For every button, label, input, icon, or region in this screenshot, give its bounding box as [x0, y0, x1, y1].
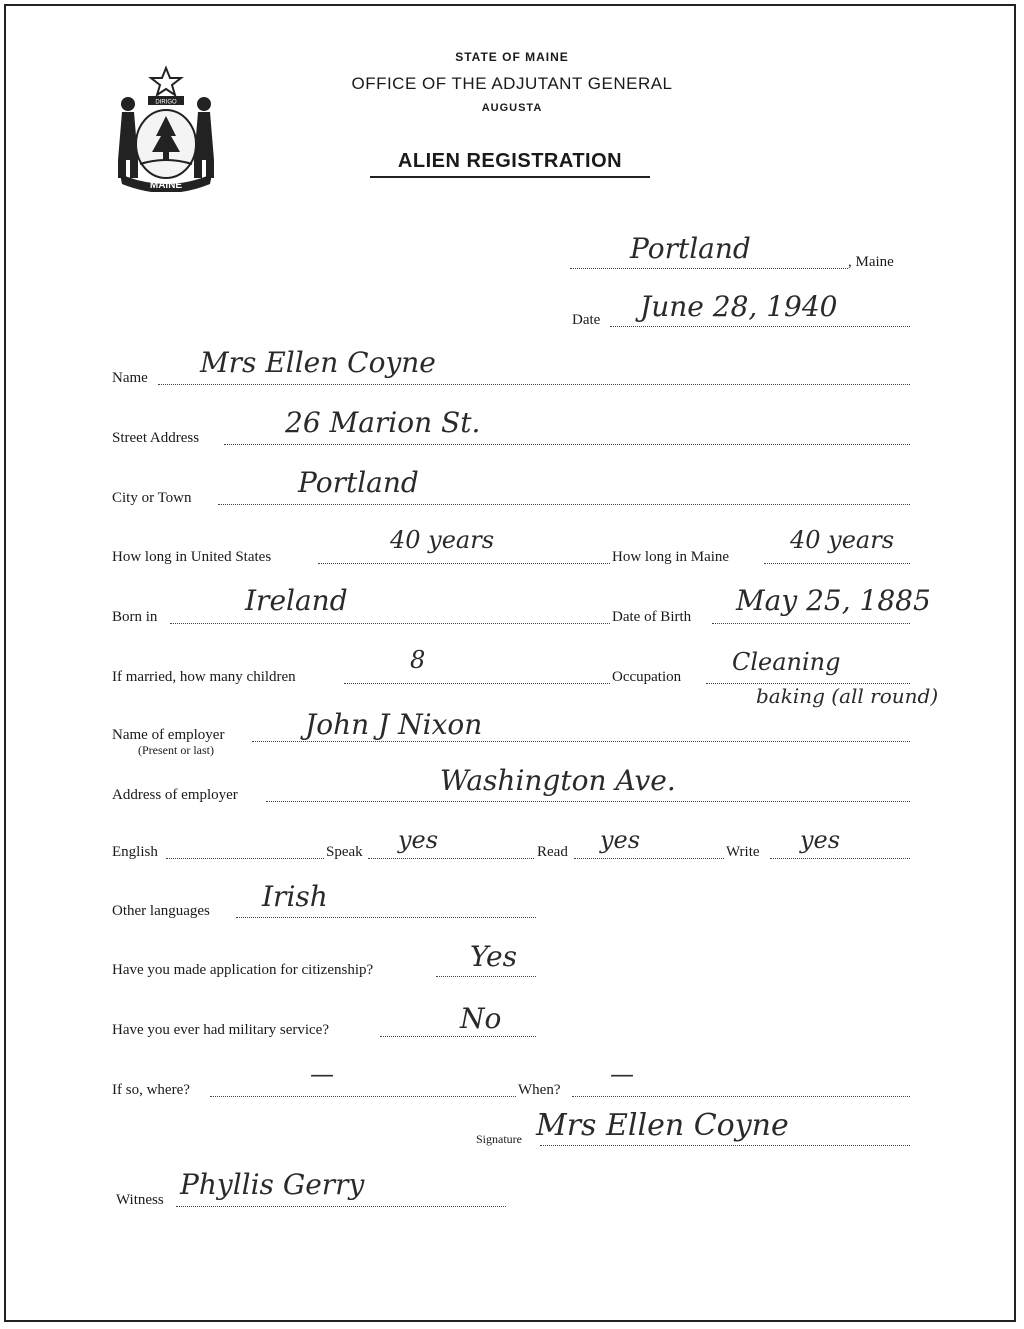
us-duration-value: 40 years	[390, 526, 495, 554]
other-languages-label: Other languages	[112, 903, 210, 919]
witness-line	[176, 1206, 506, 1207]
employer-label: Name of employer	[112, 727, 225, 743]
write-label: Write	[726, 844, 760, 860]
date-line	[610, 326, 910, 327]
where-line	[210, 1096, 516, 1097]
date-value: June 28, 1940	[640, 290, 838, 323]
children-value: 8	[410, 646, 426, 674]
signature-line	[540, 1145, 910, 1146]
when-line	[572, 1096, 910, 1097]
citizenship-line	[436, 976, 536, 977]
maine-duration-value: 40 years	[790, 526, 895, 554]
city-line	[218, 504, 910, 505]
read-label: Read	[537, 844, 568, 860]
employer-value: John J Nixon	[305, 708, 483, 741]
children-line	[344, 683, 610, 684]
maine-duration-line	[764, 563, 910, 564]
other-languages-line	[236, 917, 536, 918]
read-line	[574, 858, 724, 859]
us-duration-label: How long in United States	[112, 549, 272, 565]
place-suffix: , Maine	[848, 254, 894, 270]
us-duration-line	[318, 563, 610, 564]
speak-line	[368, 858, 534, 859]
street-line	[224, 444, 910, 445]
dob-label: Date of Birth	[612, 609, 692, 625]
military-value: No	[460, 1002, 502, 1035]
citizenship-label: Have you made application for citizenship?	[112, 962, 374, 978]
employer-address-line	[266, 801, 910, 802]
name-label: Name	[112, 370, 148, 386]
read-value: yes	[600, 826, 641, 854]
citizenship-value: Yes	[470, 940, 517, 973]
city-label: City or Town	[112, 490, 192, 506]
street-value: 26 Marion St.	[285, 406, 481, 439]
occupation-value: Cleaning	[732, 648, 841, 676]
svg-text:MAINE: MAINE	[149, 180, 183, 191]
place-line	[570, 268, 848, 269]
when-value: —	[610, 1060, 634, 1088]
where-label: If so, where?	[112, 1082, 190, 1098]
born-in-label: Born in	[112, 609, 158, 625]
employer-sublabel: (Present or last)	[138, 743, 214, 757]
witness-label: Witness	[116, 1192, 164, 1208]
military-label: Have you ever had military service?	[112, 1022, 329, 1038]
date-label: Date	[572, 312, 601, 328]
occupation-label: Occupation	[612, 669, 682, 685]
signature-value: Mrs Ellen Coyne	[536, 1108, 789, 1143]
employer-line	[252, 741, 910, 742]
children-label: If married, how many children	[112, 669, 296, 685]
other-languages-value: Irish	[262, 880, 328, 913]
english-line	[166, 858, 324, 859]
city-value: Portland	[298, 466, 419, 499]
occupation-value-2: baking (all round)	[756, 684, 939, 708]
header-state: STATE OF MAINE	[455, 50, 569, 64]
signature-label: Signature	[476, 1132, 522, 1146]
employer-address-value: Washington Ave.	[440, 764, 676, 797]
born-in-value: Ireland	[245, 584, 348, 617]
maine-duration-label: How long in Maine	[612, 549, 730, 565]
place-value: Portland	[630, 232, 751, 265]
dob-value: May 25, 1885	[736, 584, 931, 617]
dob-line	[712, 623, 910, 624]
name-value: Mrs Ellen Coyne	[200, 346, 436, 379]
military-line	[380, 1036, 536, 1037]
english-label: English	[112, 844, 158, 860]
write-value: yes	[800, 826, 841, 854]
born-in-line	[170, 623, 610, 624]
form-title: ALIEN REGISTRATION	[370, 150, 650, 178]
witness-value: Phyllis Gerry	[180, 1168, 365, 1201]
speak-label: Speak	[326, 844, 363, 860]
speak-value: yes	[398, 826, 439, 854]
svg-text:DIRIGO: DIRIGO	[155, 99, 177, 106]
employer-address-label: Address of employer	[112, 787, 238, 803]
street-label: Street Address	[112, 430, 200, 446]
write-line	[770, 858, 910, 859]
header-office: OFFICE OF THE ADJUTANT GENERAL	[351, 74, 673, 93]
where-value: —	[310, 1060, 334, 1088]
page-border	[4, 4, 1016, 1322]
name-line	[158, 384, 910, 385]
header-city: AUGUSTA	[481, 102, 543, 114]
when-label: When?	[518, 1082, 561, 1098]
